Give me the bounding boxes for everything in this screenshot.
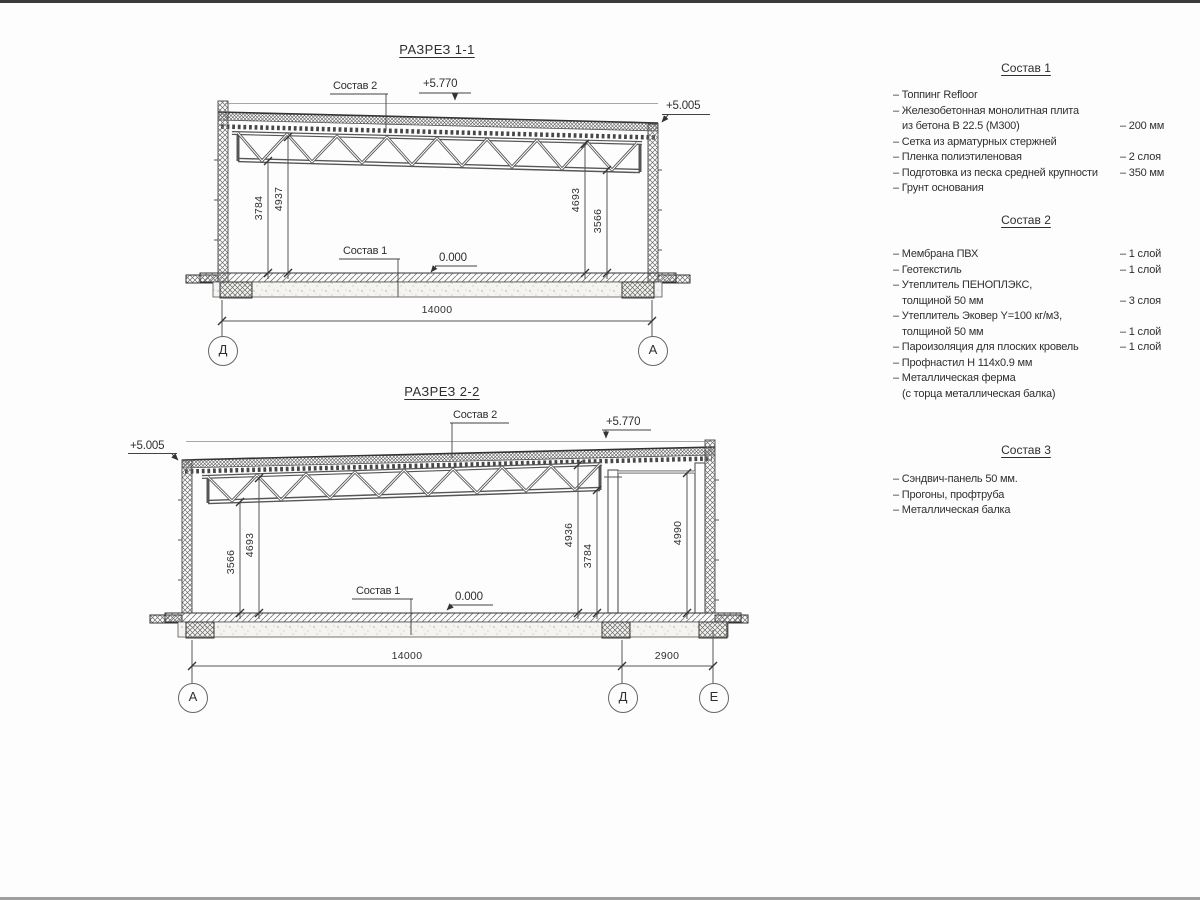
sostav2-list xyxy=(893,247,1178,402)
list-item: толщиной 50 мм – 3 слоя xyxy=(902,294,1161,307)
list-item: – Геотекстиль – 1 слой xyxy=(893,263,1162,276)
list-item: – Утеплитель Эковер Y=100 кг/м3, xyxy=(893,310,1062,322)
s1-dim-3566: 3566 xyxy=(592,208,604,234)
list-item: (с торца металлическая балка) xyxy=(902,387,1056,400)
sostav1-list xyxy=(893,88,1178,197)
s2-axis-circle-right: Е xyxy=(699,683,729,713)
list-item: – Профнастил Н 114х0.9 мм xyxy=(893,356,1033,369)
list-item: из бетона В 22.5 (М300) – 200 мм xyxy=(902,120,1165,132)
s1-dim-4937: 4937 xyxy=(273,186,285,212)
s1-sostav1-label: Состав 1 xyxy=(343,245,388,257)
s2-span-2900: 2900 xyxy=(654,650,680,662)
list-item: – Металлическая балка xyxy=(893,504,1011,516)
section-2-2 xyxy=(128,423,748,683)
sostav3-list xyxy=(893,472,1178,519)
list-item: – Мембрана ПВХ – 1 слой xyxy=(893,248,1162,260)
s2-elevation-zero: 0.000 xyxy=(455,591,483,603)
sostav1-title: Состав 1 xyxy=(1001,61,1051,75)
s1-floor-slab xyxy=(186,273,690,298)
list-item: толщиной 50 мм – 1 слой xyxy=(902,325,1162,338)
s2-span-14000: 14000 xyxy=(391,650,423,662)
s2-columns xyxy=(604,463,705,613)
s1-axis-circle-right: А xyxy=(638,336,668,366)
list-item: – Грунт основания xyxy=(893,182,984,194)
list-item: – Металлическая ферма xyxy=(893,372,1016,384)
s2-axis-circle-left: А xyxy=(178,683,208,713)
s1-dim-4693: 4693 xyxy=(570,187,582,213)
s1-elevation-eave: +5.005 xyxy=(666,100,701,112)
list-item: – Пленка полиэтиленовая – 2 слоя xyxy=(893,151,1161,163)
s2-dim-3566: 3566 xyxy=(225,549,237,575)
s1-axis-circle-left: Д xyxy=(208,336,238,366)
s2-sostav1-label: Состав 1 xyxy=(356,585,401,597)
list-item: – Прогоны, профтруба xyxy=(893,488,1005,501)
sostav3-title: Состав 3 xyxy=(1001,443,1051,457)
list-item: – Железобетонная монолитная плита xyxy=(893,104,1079,117)
section-1-1-title: РАЗРЕЗ 1-1 xyxy=(399,42,475,57)
list-item: – Подготовка из песка средней крупности – 350 мм xyxy=(893,166,1165,179)
s2-dim-4936: 4936 xyxy=(563,522,575,548)
s2-elevation-top: +5.770 xyxy=(606,416,641,428)
s2-elevation-eave: +5.005 xyxy=(130,440,165,452)
s2-axis-circle-mid: Д xyxy=(608,683,638,713)
list-item: – Утеплитель ПЕНОПЛЭКС, xyxy=(893,279,1033,291)
s1-elevation-zero: 0.000 xyxy=(439,252,467,264)
s2-dim-4990: 4990 xyxy=(672,520,684,546)
s2-truss xyxy=(202,464,602,503)
sostav2-title: Состав 2 xyxy=(1001,213,1051,227)
s1-dim-3784: 3784 xyxy=(253,195,265,221)
s2-sostav2-label: Состав 2 xyxy=(453,409,498,421)
list-item: – Сэндвич-панель 50 мм. xyxy=(893,473,1018,485)
s2-dimensions xyxy=(186,442,717,684)
s1-truss xyxy=(232,133,642,172)
s2-dim-3784: 3784 xyxy=(582,543,594,569)
s2-dim-4693: 4693 xyxy=(244,532,256,558)
section-2-2-title: РАЗРЕЗ 2-2 xyxy=(404,384,480,399)
list-item: – Сетка из арматурных стержней xyxy=(893,135,1057,148)
list-item: – Пароизоляция для плоских кровель – 1 слой xyxy=(893,341,1162,353)
s1-sostav2-label: Состав 2 xyxy=(333,80,378,92)
s1-elevation-top: +5.770 xyxy=(423,78,458,90)
s1-span-14000: 14000 xyxy=(421,304,453,316)
list-item: – Топпинг Refloor xyxy=(893,89,978,101)
